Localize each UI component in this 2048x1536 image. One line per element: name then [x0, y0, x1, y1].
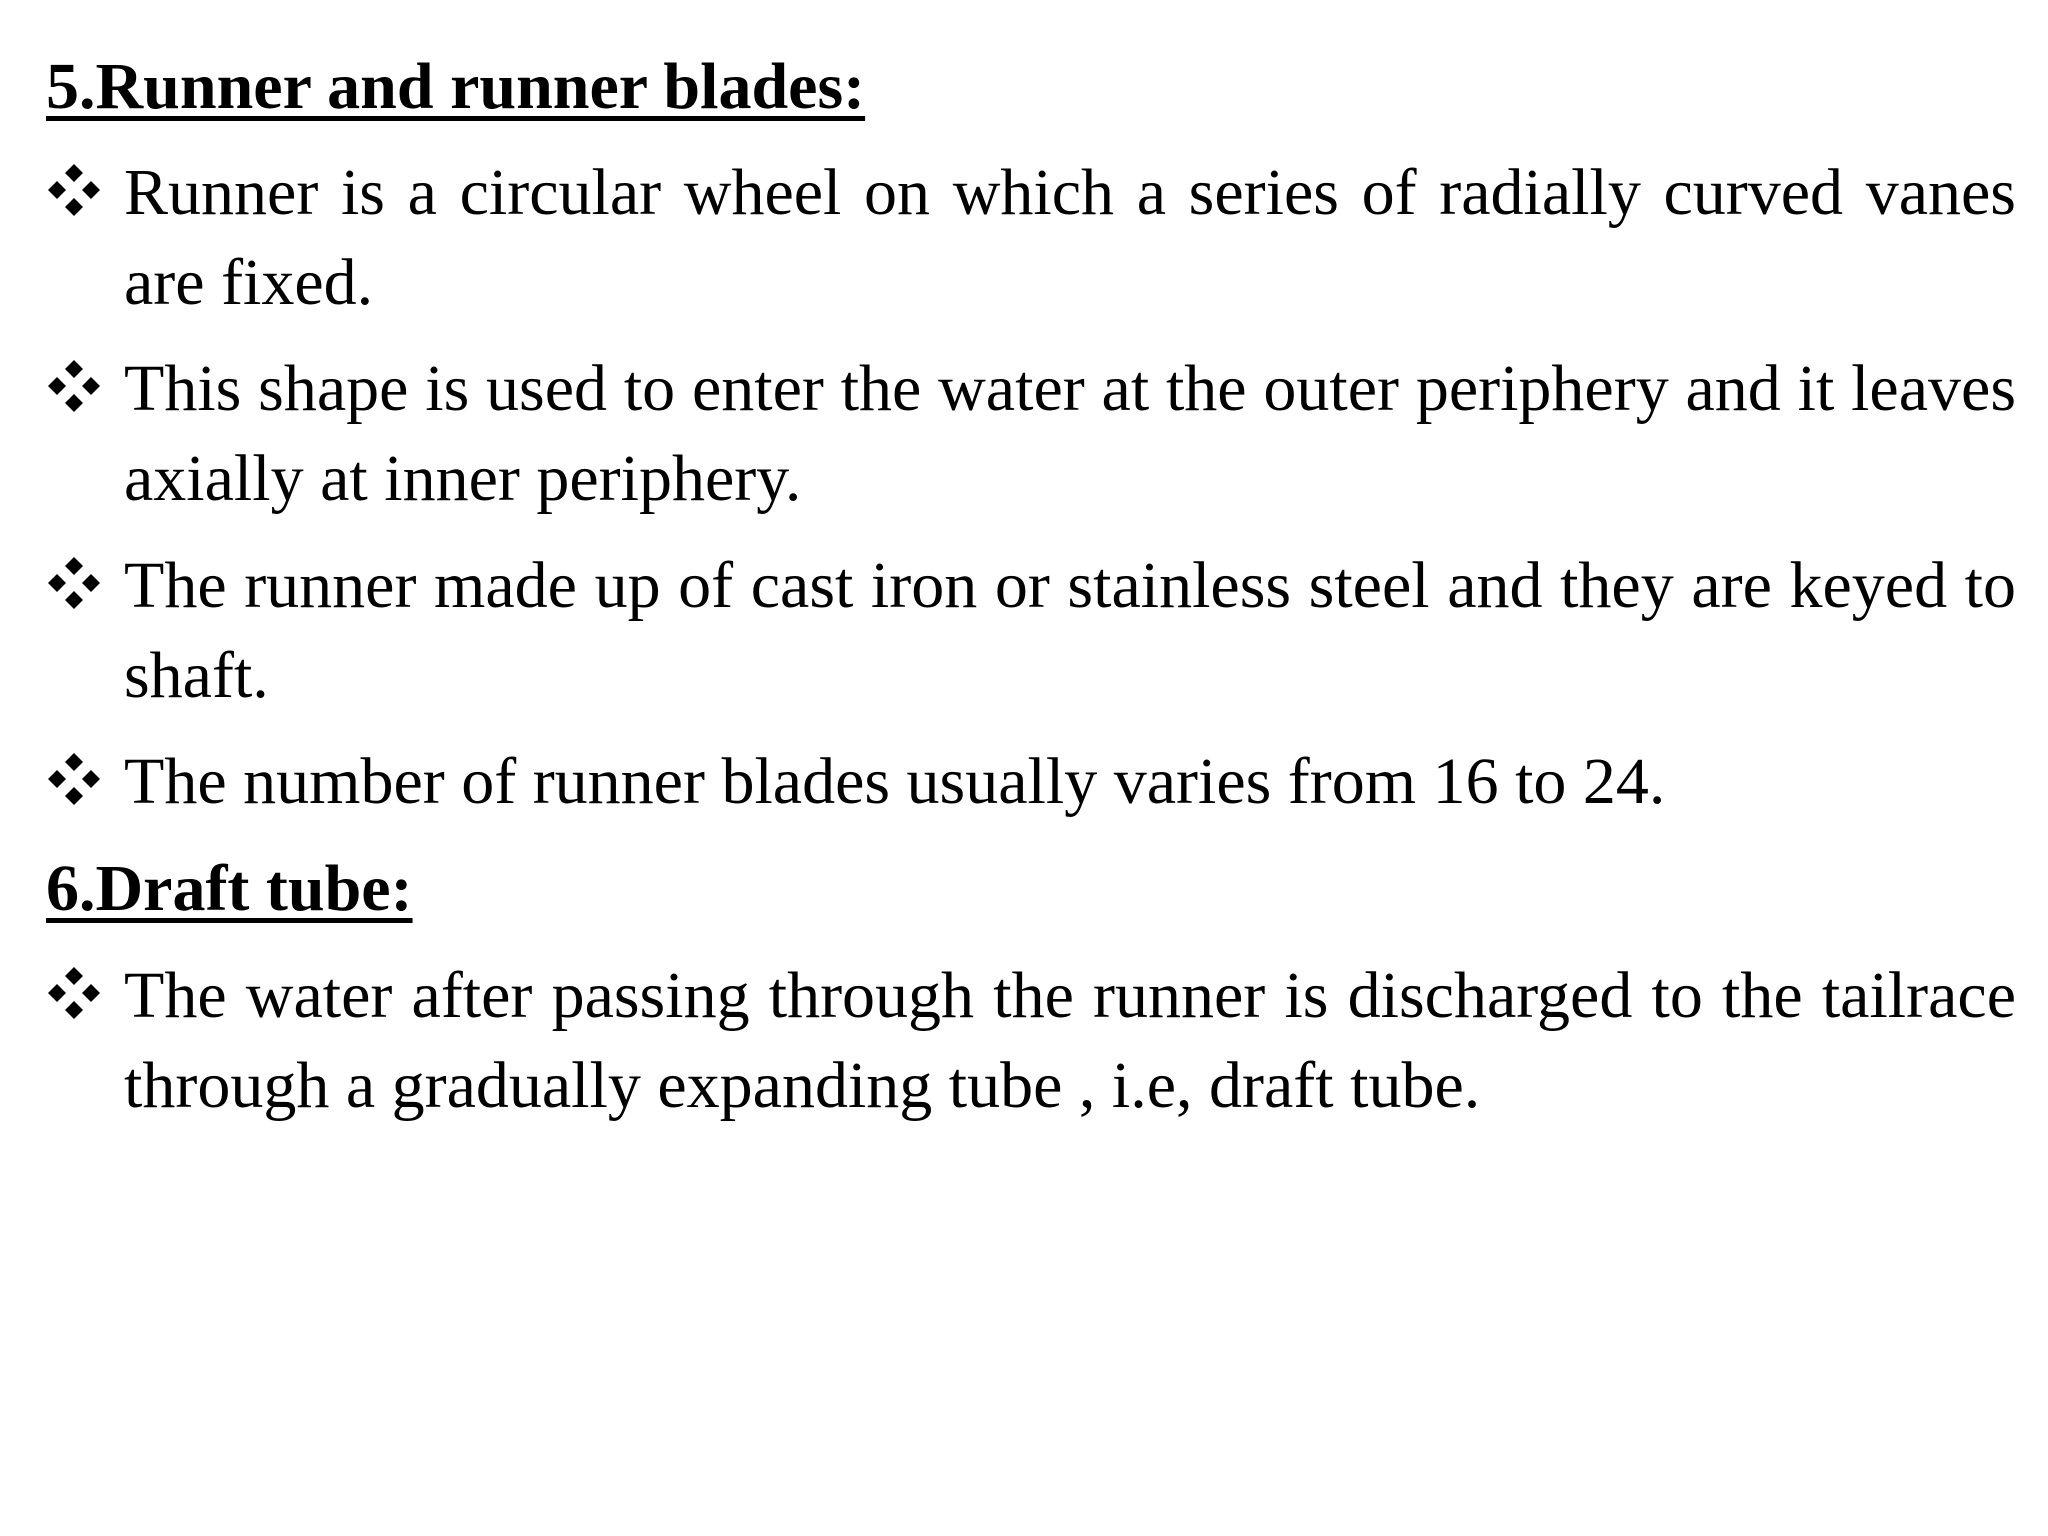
bullet-text: The number of runner blades usually varies from 16 to 24. — [124, 745, 1666, 818]
section-heading-runner: 5.Runner and runner blades: — [46, 50, 866, 123]
bullet-text: This shape is used to enter the water at the outer periphery and it leaves axially at inner periphery. — [124, 352, 2016, 515]
bullet-text: The water after passing through the runner is discharged to the tailrace through a gradually expanding tube , i.e, draft tube. — [124, 959, 2016, 1122]
four-diamond-bullet-icon — [46, 965, 102, 1021]
bullet-text: The runner made up of cast iron or stainless steel and they are keyed to shaft. — [124, 549, 2016, 712]
section-heading-draft-tube: 6.Draft tube: — [46, 852, 413, 925]
four-diamond-bullet-icon — [46, 751, 102, 807]
bullet-text: Runner is a circular wheel on which a series of radially curved vanes are fixed. — [124, 156, 2016, 319]
four-diamond-bullet-icon — [46, 162, 102, 218]
four-diamond-bullet-icon — [46, 358, 102, 414]
four-diamond-bullet-icon — [46, 555, 102, 611]
